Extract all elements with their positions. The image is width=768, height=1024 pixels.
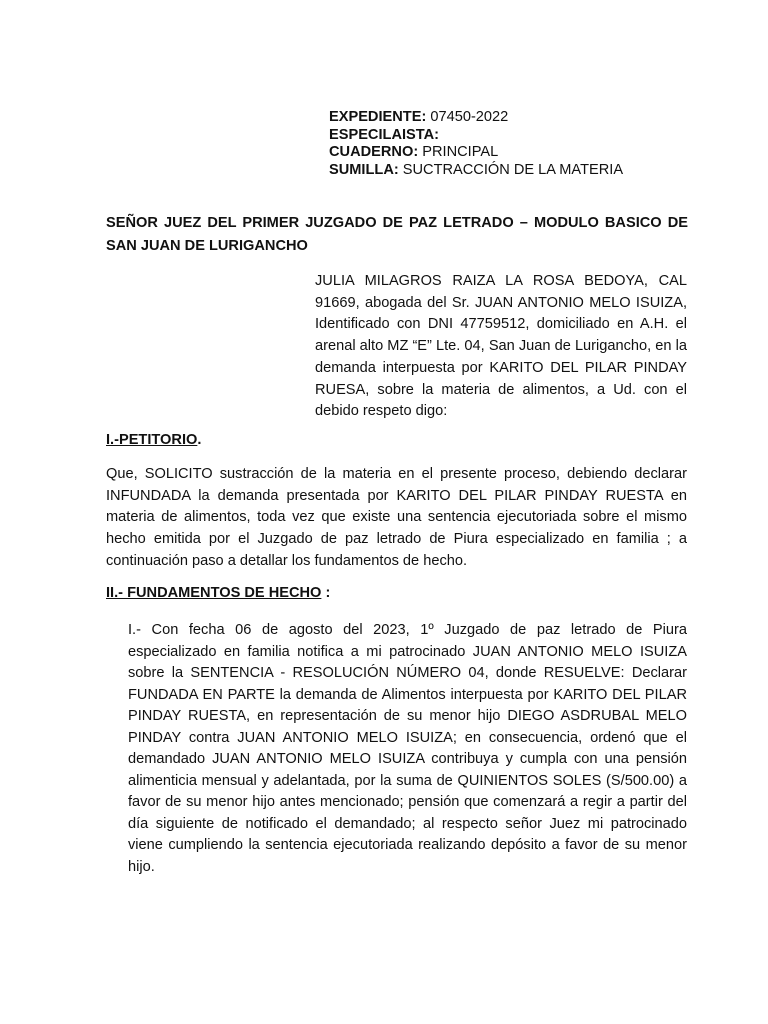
cuaderno-value: PRINCIPAL: [418, 144, 499, 160]
sumilla-value: SUCTRACCIÓN DE LA MATERIA: [398, 161, 624, 178]
sumilla-label: SUMILLA:: [329, 161, 399, 178]
cuaderno-label: CUADERNO:: [329, 144, 419, 160]
fundamentos-title-text: II.- FUNDAMENTOS DE HECHO: [106, 585, 322, 601]
addressee-heading: SEÑOR JUEZ DEL PRIMER JUZGADO DE PAZ LETRADO – MODULO BASICO DE SAN JUAN DE LURIGANCHO: [106, 215, 688, 254]
section-petitorio-title: [106, 431, 201, 449]
cuaderno-line: [329, 144, 623, 162]
especialista-label: ESPECILAISTA:: [329, 126, 440, 143]
petitorio-body: Que, SOLICITO sustracción de la materia en el presente proceso, debiendo declarar INFUNDADA la demanda presentada por KARITO DEL PILAR PINDAY RUESTA en materia de alimentos, toda vez que existe una sentencia ejecutoriada sobre el mismo hecho emitida por el Juzgado de paz letrado de Piura especializado en familia ; a continuación paso a detallar los fundamentos de hecho.: [106, 466, 687, 569]
fundamentos-body: I.- Con fecha 06 de agosto del 2023, 1º Juzgado de paz letrado de Piura especializado en familia notifica a mi patrocinado JUAN ANTONIO MELO ISUIZA sobre la SENTENCIA - RESOLUCIÓN NÚMERO 04, donde RESUELVE: Declarar FUNDADA EN PARTE la demanda de Alimentos interpuesta por KARITO DEL PILAR PINDAY RUESTA, en representación de su menor hijo DIEGO ASDRUBAL MELO PINDAY contra JUAN ANTONIO MELO ISUIZA; en consecuencia, ordenó que el demandado JUAN ANTONIO MELO ISUIZA contribuya y cumpla con una pensión alimenticia mensual y adelantada, por la suma de QUINIENTOS SOLES (S/500.00) a favor de su menor hijo antes mencionado; pensión que comenzará a regir a partir del día siguiente de notificado el demandado; al respecto señor Juez mi patrocinado viene cumpliendo la sentencia ejecutoriada realizando depósito a favor de su menor hijo.: [128, 622, 687, 875]
section-fundamentos-title: [106, 584, 330, 602]
case-header: [329, 109, 623, 179]
petitorio-title-text: I.-PETITORIO: [106, 432, 198, 448]
expediente-line: [329, 109, 623, 127]
especialista-line: [329, 127, 623, 145]
petitorio-title-suffix: .: [197, 432, 202, 448]
expediente-label: EXPEDIENTE:: [329, 109, 427, 125]
fundamentos-title-suffix: :: [321, 585, 331, 601]
sumilla-line: [329, 162, 623, 180]
expediente-value: 07450-2022: [426, 109, 509, 125]
intro-paragraph: JULIA MILAGROS RAIZA LA ROSA BEDOYA, CAL 91669, abogada del Sr. JUAN ANTONIO MELO ISUIZA, Identificado con DNI 47759512, domiciliado en A.H. el arenal alto MZ “E” Lte. 04, San Juan de Lurigancho, en la demanda interpuesta por KARITO DEL PILAR PINDAY RUESA, sobre la materia de alimentos, a Ud. con el debido respeto digo:: [315, 273, 687, 420]
